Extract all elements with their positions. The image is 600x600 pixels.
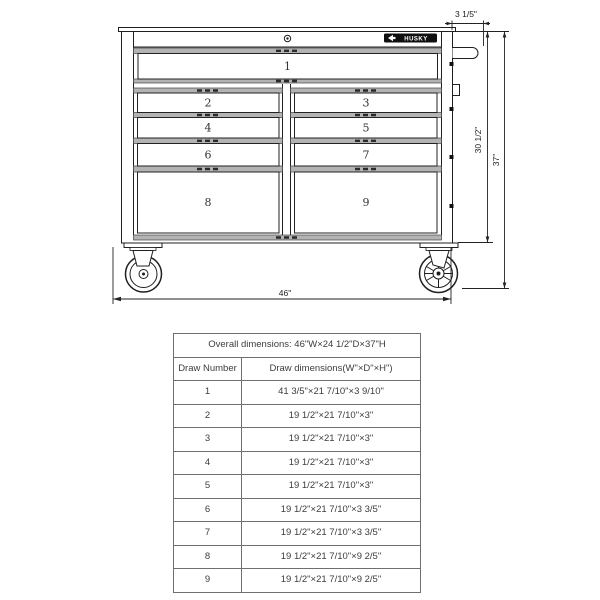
handle-depth-dimension-label: 3 1/5" [455, 9, 477, 19]
drawer-4-label: 4 [204, 121, 212, 135]
table-row [174, 381, 421, 405]
table-row [174, 475, 421, 499]
table-title-row [174, 334, 421, 358]
drawer-number-cell: 2 [174, 404, 242, 428]
side-handle [453, 48, 479, 59]
drawer-7-label: 7 [362, 148, 370, 162]
drawer-dimensions-table [173, 333, 421, 593]
drawer-2-label: 2 [204, 96, 212, 110]
drawer-6-label: 6 [204, 148, 212, 162]
table-row [174, 404, 421, 428]
drawer-number-cell: 6 [174, 498, 242, 522]
drawer-dimensions-cell: 19 1/2"×21 7/10"×3 3/5" [242, 498, 421, 522]
brand-logo-text: HUSKY [404, 36, 428, 43]
drawer-number-cell: 7 [174, 522, 242, 546]
drawer-number-cell: 5 [174, 475, 242, 499]
drawer-dimensions-cell: 19 1/2"×21 7/10"×3" [242, 451, 421, 475]
drawer-number-cell: 3 [174, 428, 242, 452]
overall-width-dimension-label: 46" [278, 288, 292, 298]
table-row [174, 428, 421, 452]
drawer-dimensions-cell: 19 1/2"×21 7/10"×3 3/5" [242, 522, 421, 546]
table-row [174, 522, 421, 546]
drawer-number-cell: 8 [174, 545, 242, 569]
drawer-number-cell: 4 [174, 451, 242, 475]
drawer-dimensions-cell: 19 1/2"×21 7/10"×3" [242, 475, 421, 499]
drawer-3-label: 3 [362, 96, 370, 110]
drawer-dimensions-cell: 19 1/2"×21 7/10"×3" [242, 404, 421, 428]
drawer-dimensions-cell: 19 1/2"×21 7/10"×9 2/5" [242, 569, 421, 593]
table-row [174, 451, 421, 475]
column-header-draw-number: Draw Number [174, 357, 242, 381]
drawer-number-cell: 9 [174, 569, 242, 593]
drawer-dimensions-cell: 41 3/5"×21 7/10"×3 9/10" [242, 381, 421, 405]
drawer-5-label: 5 [362, 121, 370, 135]
table-header-row [174, 357, 421, 381]
side-clip [453, 85, 460, 96]
caster-right [420, 243, 459, 293]
brand-logo [384, 34, 437, 43]
drawer-8-label: 8 [204, 196, 212, 209]
cabinet-lid [119, 28, 456, 32]
drawer-dimensions-cell: 19 1/2"×21 7/10"×3" [242, 428, 421, 452]
table-row [174, 569, 421, 593]
caster-left [124, 243, 162, 292]
overall-dimensions-title: Overall dimensions: 46"W×24 1/2"D×37"H [174, 334, 421, 358]
drawer-table-rows [174, 381, 421, 593]
table-row [174, 498, 421, 522]
drawer-9-label: 9 [362, 196, 370, 209]
column-header-draw-dimensions: Draw dimensions(W"×D"×H") [242, 357, 421, 381]
drawer-1-label: 1 [284, 60, 291, 73]
overall-height-dimension-label: 37" [491, 153, 501, 167]
table-row [174, 545, 421, 569]
drawer-dimensions-cell: 19 1/2"×21 7/10"×9 2/5" [242, 545, 421, 569]
body-height-dimension-label: 30 1/2" [473, 126, 483, 154]
drawer-number-cell: 1 [174, 381, 242, 405]
